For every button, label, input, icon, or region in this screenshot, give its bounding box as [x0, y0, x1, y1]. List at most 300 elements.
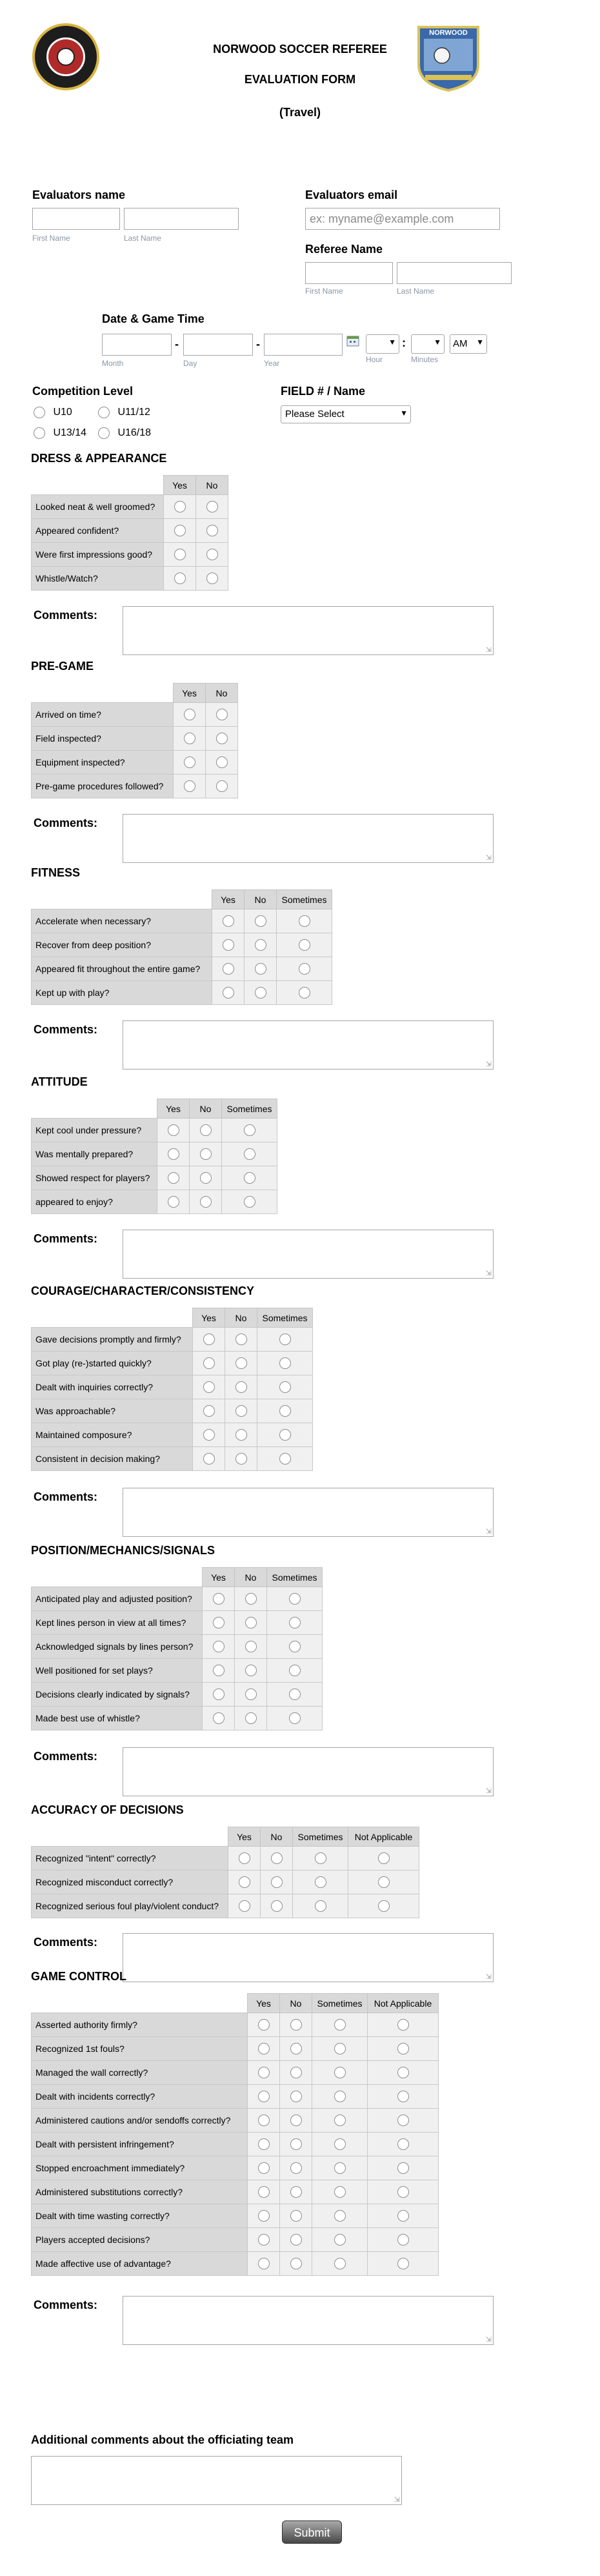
evaluator-first-name-input[interactable]	[32, 208, 120, 230]
radio-cell[interactable]	[293, 1871, 348, 1894]
radio-button[interactable]	[258, 2162, 270, 2174]
radio-cell[interactable]	[212, 957, 245, 981]
radio-cell[interactable]	[267, 1659, 323, 1683]
radio-cell[interactable]	[248, 2061, 280, 2085]
radio-button[interactable]	[397, 2091, 409, 2102]
radio-cell[interactable]	[206, 751, 238, 775]
radio-cell[interactable]	[203, 1707, 235, 1730]
comments-textarea-accuracy-of-decisions[interactable]	[123, 1933, 494, 1982]
radio-cell[interactable]	[164, 519, 196, 543]
radio-cell[interactable]	[203, 1659, 235, 1683]
radio-button[interactable]	[216, 756, 228, 768]
radio-button[interactable]	[315, 1900, 326, 1912]
radio-cell[interactable]	[164, 543, 196, 567]
radio-cell[interactable]	[196, 495, 228, 519]
radio-button[interactable]	[334, 2115, 346, 2126]
radio-button[interactable]	[271, 1852, 283, 1864]
radio-button[interactable]	[203, 1453, 215, 1465]
radio-button[interactable]	[290, 2115, 302, 2126]
radio-cell[interactable]	[368, 2156, 439, 2180]
radio-button[interactable]	[334, 2186, 346, 2198]
radio-button[interactable]	[244, 1124, 255, 1136]
radio-cell[interactable]	[280, 2228, 312, 2252]
radio-button[interactable]	[245, 1593, 257, 1605]
radio-cell[interactable]	[312, 2085, 368, 2109]
radio-cell[interactable]	[222, 1119, 277, 1142]
radio-button[interactable]	[315, 1852, 326, 1864]
radio-button[interactable]	[279, 1334, 291, 1345]
radio-cell[interactable]	[174, 751, 206, 775]
radio-cell[interactable]	[235, 1683, 267, 1707]
radio-cell[interactable]	[368, 2252, 439, 2276]
radio-button[interactable]	[213, 1689, 225, 1700]
radio-button[interactable]	[397, 2067, 409, 2078]
radio-button[interactable]	[168, 1124, 179, 1136]
radio-cell[interactable]	[280, 2204, 312, 2228]
radio-button[interactable]	[216, 709, 228, 720]
radio-button[interactable]	[299, 915, 310, 927]
radio-button[interactable]	[255, 963, 266, 975]
radio-cell[interactable]	[157, 1166, 190, 1190]
radio-cell[interactable]	[348, 1871, 419, 1894]
radio-cell[interactable]	[257, 1328, 313, 1352]
radio-cell[interactable]	[193, 1328, 225, 1352]
radio-button[interactable]	[216, 780, 228, 792]
radio-button[interactable]	[334, 2210, 346, 2222]
comments-textarea-fitness[interactable]	[123, 1020, 494, 1070]
column-header: Sometimes	[277, 890, 332, 909]
radio-button[interactable]	[289, 1617, 301, 1628]
radio-cell[interactable]	[257, 1352, 313, 1375]
radio-button[interactable]	[223, 963, 234, 975]
radio-button[interactable]	[290, 2138, 302, 2150]
radio-cell[interactable]	[174, 727, 206, 751]
radio-cell[interactable]	[257, 1375, 313, 1399]
radio-button[interactable]	[397, 2043, 409, 2054]
referee-last-name-input[interactable]	[397, 262, 512, 284]
radio-button[interactable]	[290, 2091, 302, 2102]
radio-cell[interactable]	[248, 2180, 280, 2204]
radio-button[interactable]	[239, 1876, 250, 1888]
radio-button[interactable]	[258, 2210, 270, 2222]
radio-cell[interactable]	[277, 957, 332, 981]
radio-button[interactable]	[334, 2091, 346, 2102]
radio-button[interactable]	[200, 1196, 212, 1208]
radio-button[interactable]	[334, 2138, 346, 2150]
competition-option-u13-14[interactable]	[34, 427, 86, 439]
radio-cell[interactable]	[248, 2109, 280, 2133]
radio-button[interactable]	[203, 1357, 215, 1369]
field-select[interactable]	[281, 405, 411, 423]
radio-button[interactable]	[315, 1876, 326, 1888]
radio-button[interactable]	[290, 2258, 302, 2269]
radio-cell[interactable]	[235, 1587, 267, 1611]
day-input[interactable]	[183, 334, 253, 356]
radio-cell[interactable]	[267, 1611, 323, 1635]
radio-button[interactable]	[258, 2258, 270, 2269]
radio-cell[interactable]	[228, 1871, 261, 1894]
radio-button[interactable]	[334, 2019, 346, 2031]
radio-cell[interactable]	[312, 2061, 368, 2085]
radio-cell[interactable]	[245, 957, 277, 981]
comments-textarea-attitude[interactable]	[123, 1230, 494, 1279]
radio-cell[interactable]	[368, 2133, 439, 2156]
radio-cell[interactable]	[193, 1447, 225, 1471]
radio-button[interactable]	[168, 1196, 179, 1208]
radio-cell[interactable]	[280, 2013, 312, 2037]
radio-button[interactable]	[378, 1900, 390, 1912]
radio-button[interactable]	[213, 1617, 225, 1628]
radio-button[interactable]	[223, 939, 234, 951]
radio-cell[interactable]	[193, 1375, 225, 1399]
radio-button[interactable]	[290, 2162, 302, 2174]
radio-button[interactable]	[213, 1665, 225, 1676]
radio-cell[interactable]	[261, 1894, 293, 1918]
radio-button[interactable]	[258, 2091, 270, 2102]
radio-button[interactable]	[223, 915, 234, 927]
radio-button[interactable]	[244, 1172, 255, 1184]
radio-cell[interactable]	[280, 2037, 312, 2061]
radio-button[interactable]	[98, 407, 110, 418]
radio-button[interactable]	[174, 549, 186, 560]
comments-textarea-dress-appearance[interactable]	[123, 606, 494, 655]
radio-button[interactable]	[334, 2234, 346, 2246]
radio-cell[interactable]	[312, 2228, 368, 2252]
radio-cell[interactable]	[222, 1166, 277, 1190]
radio-cell[interactable]	[193, 1399, 225, 1423]
radio-cell[interactable]	[190, 1190, 222, 1214]
radio-button[interactable]	[235, 1405, 247, 1417]
minute-select[interactable]	[411, 334, 445, 354]
radio-cell[interactable]	[312, 2109, 368, 2133]
evaluator-email-input[interactable]: ex: myname@example.com	[305, 208, 500, 230]
radio-cell[interactable]	[222, 1142, 277, 1166]
comments-textarea-game-control[interactable]	[123, 2296, 494, 2345]
radio-cell[interactable]	[203, 1683, 235, 1707]
radio-button[interactable]	[200, 1172, 212, 1184]
radio-cell[interactable]	[257, 1447, 313, 1471]
radio-button[interactable]	[245, 1617, 257, 1628]
radio-button[interactable]	[206, 573, 218, 584]
radio-cell[interactable]	[368, 2109, 439, 2133]
radio-cell[interactable]	[267, 1683, 323, 1707]
radio-cell[interactable]	[203, 1587, 235, 1611]
month-input[interactable]	[102, 334, 172, 356]
radio-cell[interactable]	[157, 1190, 190, 1214]
radio-cell[interactable]	[196, 543, 228, 567]
radio-button[interactable]	[203, 1381, 215, 1393]
radio-button[interactable]	[239, 1900, 250, 1912]
radio-button[interactable]	[279, 1429, 291, 1441]
radio-button[interactable]	[206, 501, 218, 512]
hour-select[interactable]	[366, 334, 399, 354]
radio-cell[interactable]	[245, 981, 277, 1005]
radio-cell[interactable]	[212, 981, 245, 1005]
radio-cell[interactable]	[267, 1587, 323, 1611]
radio-cell[interactable]	[196, 519, 228, 543]
radio-button[interactable]	[271, 1900, 283, 1912]
radio-cell[interactable]	[248, 2085, 280, 2109]
radio-cell[interactable]	[280, 2061, 312, 2085]
radio-cell[interactable]	[312, 2252, 368, 2276]
radio-cell[interactable]	[222, 1190, 277, 1214]
radio-button[interactable]	[279, 1405, 291, 1417]
radio-cell[interactable]	[225, 1375, 257, 1399]
radio-cell[interactable]	[257, 1399, 313, 1423]
radio-button[interactable]	[290, 2234, 302, 2246]
radio-button[interactable]	[168, 1148, 179, 1160]
radio-cell[interactable]	[174, 775, 206, 798]
radio-cell[interactable]	[212, 909, 245, 933]
radio-cell[interactable]	[280, 2133, 312, 2156]
radio-button[interactable]	[334, 2258, 346, 2269]
radio-cell[interactable]	[225, 1399, 257, 1423]
radio-button[interactable]	[213, 1641, 225, 1652]
radio-cell[interactable]	[368, 2204, 439, 2228]
radio-button[interactable]	[244, 1148, 255, 1160]
radio-button[interactable]	[397, 2258, 409, 2269]
radio-button[interactable]	[299, 939, 310, 951]
radio-cell[interactable]	[368, 2228, 439, 2252]
competition-option-u16-18[interactable]	[98, 427, 151, 439]
radio-button[interactable]	[289, 1712, 301, 1724]
radio-button[interactable]	[245, 1641, 257, 1652]
radio-button[interactable]	[258, 2234, 270, 2246]
radio-cell[interactable]	[312, 2156, 368, 2180]
radio-cell[interactable]	[277, 981, 332, 1005]
radio-button[interactable]	[235, 1381, 247, 1393]
competition-option-u10[interactable]	[34, 407, 72, 418]
radio-button[interactable]	[203, 1334, 215, 1345]
radio-cell[interactable]	[206, 727, 238, 751]
radio-cell[interactable]	[280, 2085, 312, 2109]
radio-button[interactable]	[168, 1172, 179, 1184]
radio-cell[interactable]	[193, 1423, 225, 1447]
radio-button[interactable]	[378, 1852, 390, 1864]
radio-cell[interactable]	[312, 2180, 368, 2204]
radio-cell[interactable]	[368, 2013, 439, 2037]
radio-button[interactable]	[258, 2138, 270, 2150]
radio-cell[interactable]	[248, 2252, 280, 2276]
chevron-down-icon: ▼	[400, 409, 408, 418]
comments-textarea-pre-game[interactable]	[123, 814, 494, 863]
calendar-icon[interactable]	[346, 334, 359, 347]
radio-cell[interactable]	[206, 703, 238, 727]
comments-textarea-position-mechanics-signals[interactable]	[123, 1747, 494, 1796]
radio-cell[interactable]	[190, 1119, 222, 1142]
radio-button[interactable]	[334, 2067, 346, 2078]
radio-cell[interactable]	[348, 1847, 419, 1871]
radio-cell[interactable]	[267, 1707, 323, 1730]
radio-button[interactable]	[255, 939, 266, 951]
radio-cell[interactable]	[280, 2180, 312, 2204]
radio-button[interactable]	[289, 1593, 301, 1605]
competition-option-u11-12[interactable]	[98, 407, 150, 418]
radio-button[interactable]	[184, 709, 195, 720]
radio-button[interactable]	[290, 2186, 302, 2198]
radio-cell[interactable]	[164, 567, 196, 591]
radio-cell[interactable]	[225, 1328, 257, 1352]
evaluator-last-name-input[interactable]	[124, 208, 239, 230]
radio-button[interactable]	[397, 2186, 409, 2198]
radio-button[interactable]	[245, 1712, 257, 1724]
radio-button[interactable]	[200, 1124, 212, 1136]
radio-cell[interactable]	[248, 2156, 280, 2180]
radio-button[interactable]	[174, 525, 186, 536]
radio-button[interactable]	[289, 1665, 301, 1676]
radio-cell[interactable]	[280, 2252, 312, 2276]
radio-button[interactable]	[235, 1429, 247, 1441]
radio-cell[interactable]	[228, 1894, 261, 1918]
radio-button[interactable]	[289, 1689, 301, 1700]
radio-cell[interactable]	[245, 909, 277, 933]
radio-cell[interactable]	[206, 775, 238, 798]
radio-cell[interactable]	[235, 1635, 267, 1659]
radio-button[interactable]	[397, 2210, 409, 2222]
radio-button[interactable]	[244, 1196, 255, 1208]
radio-button[interactable]	[203, 1429, 215, 1441]
radio-button[interactable]	[239, 1852, 250, 1864]
radio-button[interactable]	[334, 2162, 346, 2174]
comments-textarea-courage-character-consistency[interactable]	[123, 1488, 494, 1537]
radio-cell[interactable]	[196, 567, 228, 591]
radio-button[interactable]	[299, 987, 310, 999]
radio-cell[interactable]	[164, 495, 196, 519]
radio-button[interactable]	[397, 2138, 409, 2150]
matrix-row	[32, 1683, 323, 1707]
radio-cell[interactable]	[248, 2228, 280, 2252]
radio-cell[interactable]	[225, 1423, 257, 1447]
radio-button[interactable]	[397, 2162, 409, 2174]
radio-cell[interactable]	[190, 1166, 222, 1190]
radio-cell[interactable]	[248, 2133, 280, 2156]
radio-button[interactable]	[378, 1876, 390, 1888]
chevron-down-icon: ▼	[434, 338, 441, 347]
radio-button[interactable]	[290, 2019, 302, 2031]
radio-button[interactable]	[258, 2186, 270, 2198]
radio-button[interactable]	[245, 1689, 257, 1700]
radio-button[interactable]	[174, 501, 186, 512]
radio-cell[interactable]	[368, 2180, 439, 2204]
radio-button[interactable]	[34, 427, 45, 439]
radio-button[interactable]	[216, 733, 228, 744]
radio-button[interactable]	[213, 1593, 225, 1605]
radio-cell[interactable]	[174, 703, 206, 727]
radio-cell[interactable]	[280, 2156, 312, 2180]
radio-button[interactable]	[184, 780, 195, 792]
radio-cell[interactable]	[248, 2204, 280, 2228]
radio-button[interactable]	[258, 2067, 270, 2078]
radio-button[interactable]	[184, 733, 195, 744]
submit-button[interactable]: Submit	[282, 2520, 342, 2544]
radio-button[interactable]	[397, 2019, 409, 2031]
radio-button[interactable]	[184, 756, 195, 768]
radio-cell[interactable]	[248, 2013, 280, 2037]
radio-button[interactable]	[206, 549, 218, 560]
radio-button[interactable]	[397, 2115, 409, 2126]
radio-button[interactable]	[258, 2043, 270, 2054]
radio-button[interactable]	[223, 987, 234, 999]
radio-cell[interactable]	[280, 2109, 312, 2133]
radio-cell[interactable]	[225, 1447, 257, 1471]
radio-cell[interactable]	[261, 1871, 293, 1894]
radio-cell[interactable]	[190, 1142, 222, 1166]
radio-button[interactable]	[271, 1876, 283, 1888]
radio-button[interactable]	[174, 573, 186, 584]
radio-cell[interactable]	[312, 2013, 368, 2037]
radio-cell[interactable]	[248, 2037, 280, 2061]
radio-cell[interactable]	[293, 1847, 348, 1871]
radio-button[interactable]	[279, 1381, 291, 1393]
radio-button[interactable]	[290, 2210, 302, 2222]
radio-cell[interactable]	[235, 1659, 267, 1683]
radio-button[interactable]	[34, 407, 45, 418]
radio-button[interactable]	[255, 987, 266, 999]
radio-button[interactable]	[213, 1712, 225, 1724]
radio-button[interactable]	[279, 1453, 291, 1465]
radio-cell[interactable]	[368, 2085, 439, 2109]
radio-button[interactable]	[397, 2234, 409, 2246]
radio-cell[interactable]	[245, 933, 277, 957]
radio-button[interactable]	[279, 1357, 291, 1369]
ampm-select[interactable]	[450, 334, 487, 354]
radio-button[interactable]	[334, 2043, 346, 2054]
radio-cell[interactable]	[348, 1894, 419, 1918]
radio-cell[interactable]	[157, 1142, 190, 1166]
year-input[interactable]	[264, 334, 343, 356]
radio-cell[interactable]	[257, 1423, 313, 1447]
radio-cell[interactable]	[235, 1611, 267, 1635]
radio-cell[interactable]	[293, 1894, 348, 1918]
radio-cell[interactable]	[277, 909, 332, 933]
radio-cell[interactable]	[277, 933, 332, 957]
radio-button[interactable]	[235, 1357, 247, 1369]
radio-cell[interactable]	[312, 2133, 368, 2156]
radio-cell[interactable]	[312, 2204, 368, 2228]
radio-button[interactable]	[255, 915, 266, 927]
radio-button[interactable]	[206, 525, 218, 536]
radio-button[interactable]	[200, 1148, 212, 1160]
radio-button[interactable]	[289, 1641, 301, 1652]
radio-button[interactable]	[98, 427, 110, 439]
column-header: Yes	[228, 1827, 261, 1847]
radio-cell[interactable]	[267, 1635, 323, 1659]
radio-button[interactable]	[235, 1453, 247, 1465]
radio-button[interactable]	[203, 1405, 215, 1417]
radio-cell[interactable]	[212, 933, 245, 957]
radio-cell[interactable]	[235, 1707, 267, 1730]
radio-cell[interactable]	[228, 1847, 261, 1871]
radio-cell[interactable]	[261, 1847, 293, 1871]
referee-first-name-input[interactable]	[305, 262, 393, 284]
radio-button[interactable]	[299, 963, 310, 975]
radio-button[interactable]	[245, 1665, 257, 1676]
radio-cell[interactable]	[225, 1352, 257, 1375]
radio-cell[interactable]	[203, 1635, 235, 1659]
radio-button[interactable]	[290, 2043, 302, 2054]
radio-cell[interactable]	[368, 2037, 439, 2061]
radio-button[interactable]	[235, 1334, 247, 1345]
additional-comments-textarea[interactable]	[31, 2456, 402, 2505]
radio-button[interactable]	[258, 2019, 270, 2031]
radio-button[interactable]	[258, 2115, 270, 2126]
radio-cell[interactable]	[203, 1611, 235, 1635]
radio-cell[interactable]	[312, 2037, 368, 2061]
radio-cell[interactable]	[193, 1352, 225, 1375]
radio-cell[interactable]	[368, 2061, 439, 2085]
radio-cell[interactable]	[157, 1119, 190, 1142]
radio-button[interactable]	[290, 2067, 302, 2078]
